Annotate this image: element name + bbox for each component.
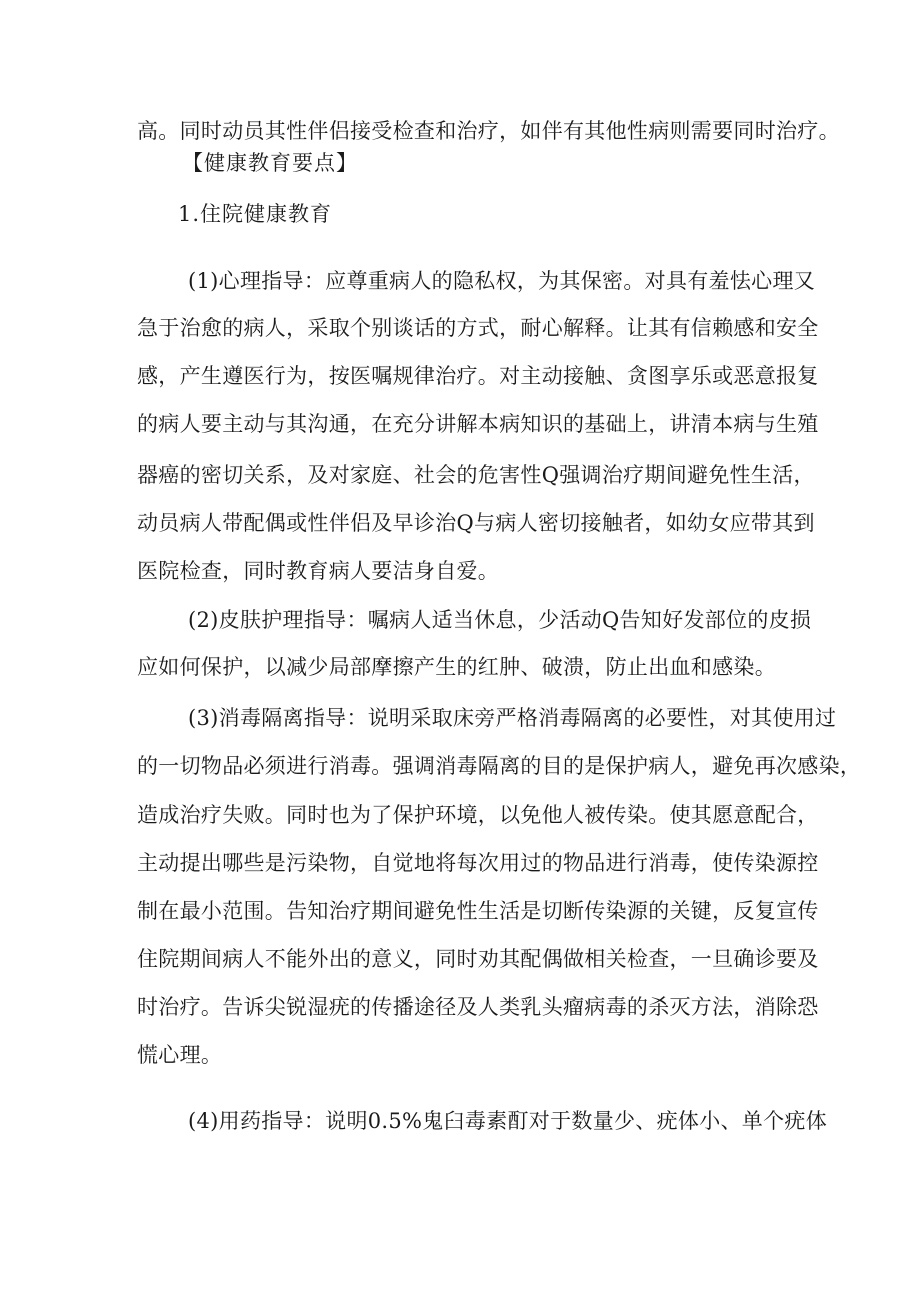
paragraph-line: 时治疗。告诉尖锐湿疣的传播途径及人类乳头瘤病毒的杀灭方法，消除恐 xyxy=(137,995,819,1019)
paragraph-line: (1)心理指导：应尊重病人的隐私权，为其保密。对具有羞怯心理又 xyxy=(188,269,816,293)
paragraph-line: 医院检查，同时教育病人要洁身自爱。 xyxy=(137,559,500,583)
paragraph-line: 慌心理。 xyxy=(137,1043,223,1067)
paragraph-line: 的病人要主动与其沟通，在充分讲解本病知识的基础上，讲清本病与生殖 xyxy=(137,412,819,436)
paragraph-line: 制在最小范围。告知治疗期间避免性生活是切断传染源的关键，反复宣传 xyxy=(137,899,819,923)
paragraph-line: 感，产生遵医行为，按医嘱规律治疗。对主动接触、贪图享乐或恶意报复 xyxy=(137,364,819,388)
paragraph-line: 器癌的密切关系，及对家庭、社会的危害性Q强调治疗期间避免性生活， xyxy=(137,463,815,487)
section-title: 【健康教育要点】 xyxy=(182,151,358,175)
paragraph-line: (4)用药指导：说明0.5%鬼臼毒素酊对于数量少、疣体小、单个疣体 xyxy=(188,1109,827,1133)
continuation-line: 高。同时动员其性伴侣接受检查和治疗，如伴有其他性病则需要同时治疗。 xyxy=(137,119,840,143)
paragraph-line: 造成治疗失败。同时也为了保护环境，以免他人被传染。使其愿意配合， xyxy=(137,803,819,827)
paragraph-line: 动员病人带配偶或性伴侣及早诊治Q与病人密切接触者，如幼女应带其到 xyxy=(137,511,815,535)
paragraph-line: 主动提出哪些是污染物，自觉地将每次用过的物品进行消毒，使传染源控 xyxy=(137,851,819,875)
paragraph-line: 的一切物品必须进行消毒。强调消毒隔离的目的是保护病人，避免再次感染， xyxy=(137,754,862,778)
paragraph-line: 住院期间病人不能外出的意义，同时劝其配偶做相关检查，一旦确诊要及 xyxy=(137,947,819,971)
paragraph-line: (2)皮肤护理指导：嘱病人适当休息，少活动Q告知好发部位的皮损 xyxy=(188,608,812,632)
paragraph-line: 急于治愈的病人，采取个别谈话的方式，耐心解释。让其有信赖感和安全 xyxy=(137,316,819,340)
subsection-title: 1.住院健康教育 xyxy=(178,202,333,226)
paragraph-line: (3)消毒隔离指导：说明采取床旁严格消毒隔离的必要性，对其使用过 xyxy=(188,706,837,730)
paragraph-line: 应如何保护，以减少局部摩擦产生的红肿、破溃，防止出血和感染。 xyxy=(137,655,776,679)
